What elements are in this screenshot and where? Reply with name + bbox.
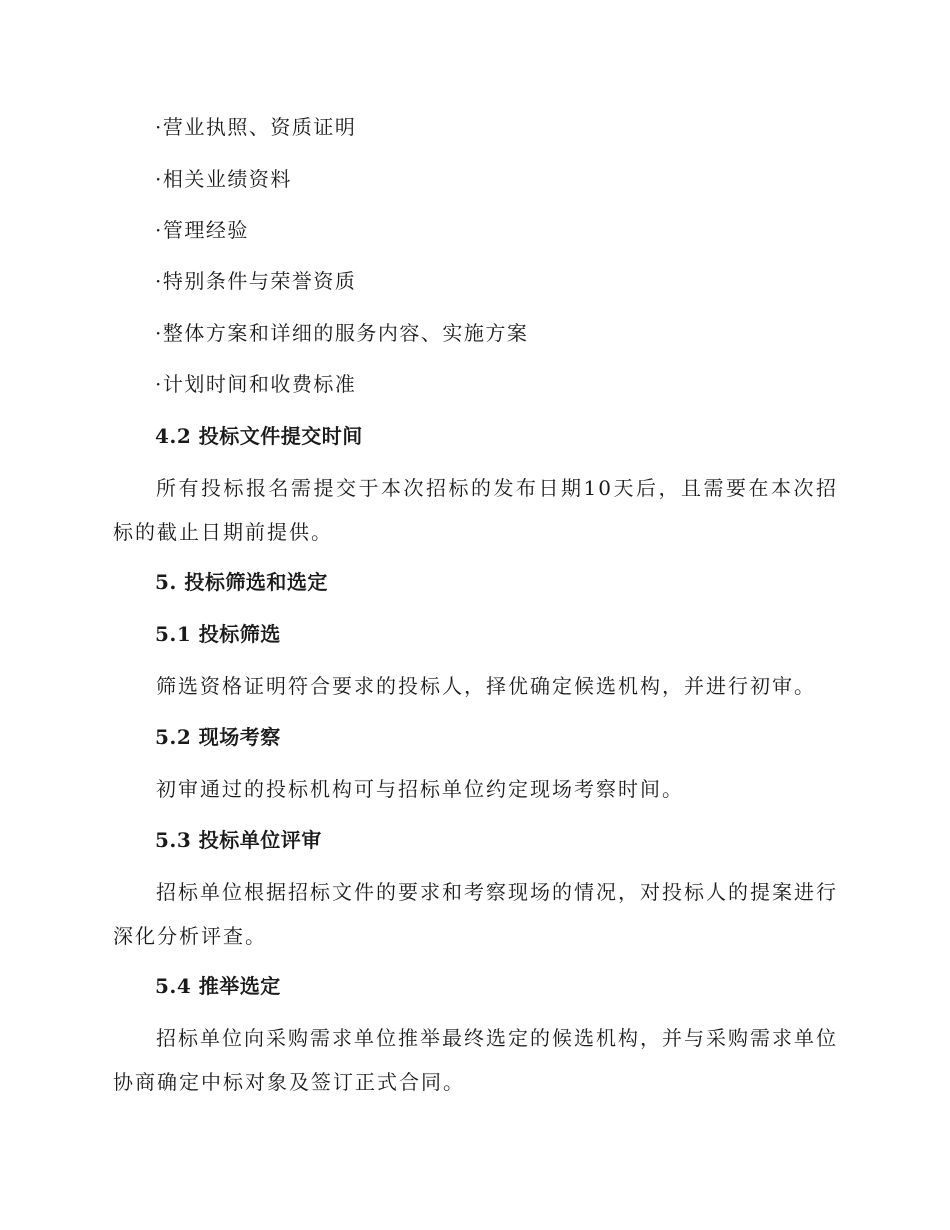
bullet-item-business-license: ·营业执照、资质证明 <box>155 115 357 139</box>
section-heading-5-3: 5.3 投标单位评审 <box>155 828 322 852</box>
section-paragraph-5-1: 筛选资格证明符合要求的投标人，择优确定候选机构，并进行初审。 <box>156 674 816 698</box>
section-paragraph-5-3: 招标单位根据招标文件的要求和考察现场的情况，对投标人的提案进行深化分析评查。 <box>113 880 838 948</box>
bullet-item-schedule-fees: ·计划时间和收费标准 <box>155 372 357 396</box>
bullet-item-performance-records: ·相关业绩资料 <box>155 167 292 191</box>
section-heading-5-1: 5.1 投标筛选 <box>155 622 281 646</box>
section-paragraph-5-4: 招标单位向采购需求单位推举最终选定的候选机构，并与采购需求单位协商确定中标对象及签订正式合同。 <box>113 1026 838 1094</box>
bullet-item-overall-plan: ·整体方案和详细的服务内容、实施方案 <box>155 321 529 345</box>
section-paragraph-4-2: 所有投标报名需提交于本次招标的发布日期10天后，且需要在本次招标的截止日期前提供。 <box>113 476 838 544</box>
bullet-item-management-experience: ·管理经验 <box>155 218 249 242</box>
section-heading-5: 5. 投标筛选和选定 <box>155 570 328 594</box>
section-heading-5-4: 5.4 推举选定 <box>155 974 281 998</box>
section-heading-5-2: 5.2 现场考察 <box>155 725 281 749</box>
section-heading-4-2: 4.2 投标文件提交时间 <box>155 424 363 448</box>
bullet-item-special-conditions: ·特别条件与荣誉资质 <box>155 269 357 293</box>
section-paragraph-5-2: 初审通过的投标机构可与招标单位约定现场考察时间。 <box>156 777 684 801</box>
